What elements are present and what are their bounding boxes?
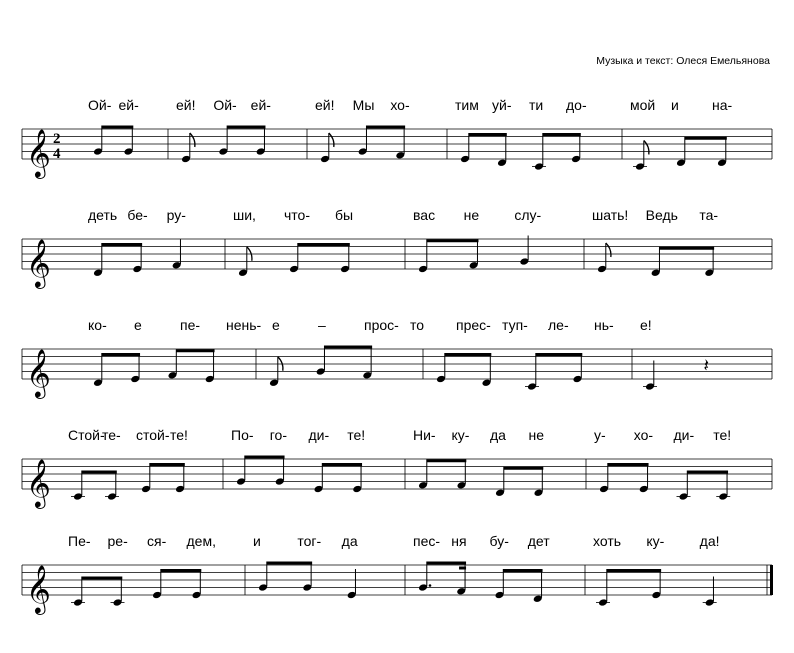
beam bbox=[102, 126, 134, 129]
staff-svg bbox=[0, 227, 794, 317]
beam bbox=[543, 133, 581, 136]
treble-clef-icon: 𝄞 bbox=[26, 564, 51, 613]
beam bbox=[161, 569, 202, 572]
lyric-syllable: прос- bbox=[364, 317, 399, 333]
lyric-syllable: е bbox=[134, 317, 142, 333]
staff-system bbox=[0, 207, 794, 327]
lyric-syllable: хо- bbox=[390, 97, 410, 113]
lyric-syllable: ле- bbox=[548, 317, 569, 333]
beam-sixteenth bbox=[459, 567, 466, 570]
quarter-rest: 𝄽 bbox=[703, 355, 710, 377]
lyric-syllable: то bbox=[410, 317, 425, 333]
treble-clef-icon: 𝄞 bbox=[26, 348, 51, 397]
beam bbox=[227, 126, 265, 129]
staff-system bbox=[0, 317, 794, 437]
lyric-syllable: ди- bbox=[308, 427, 330, 443]
beam bbox=[427, 239, 479, 242]
lyric-syllable: дет bbox=[527, 533, 550, 549]
staff-svg bbox=[0, 117, 794, 207]
beam bbox=[267, 562, 312, 565]
note-flag bbox=[190, 133, 195, 147]
beam bbox=[427, 562, 466, 565]
lyric-syllable: ей- bbox=[118, 97, 139, 113]
lyric-syllable: уй- bbox=[492, 97, 512, 113]
beam bbox=[687, 471, 728, 474]
lyric-syllable: у- bbox=[594, 427, 606, 443]
lyric-syllable: те! bbox=[713, 427, 732, 443]
lyric-syllable: хоть bbox=[593, 533, 622, 549]
beam bbox=[150, 463, 185, 466]
lyric-syllable: е! bbox=[640, 317, 652, 333]
lyric-syllable: Пе- bbox=[68, 533, 91, 549]
beam bbox=[427, 459, 467, 462]
note-flag bbox=[606, 243, 611, 257]
lyric-syllable: ти bbox=[529, 97, 544, 113]
lyric-syllable: хо- bbox=[633, 427, 654, 443]
lyric-syllable: ши, bbox=[233, 207, 256, 223]
lyric-syllable: и bbox=[671, 97, 679, 113]
lyric-syllable: Стой- bbox=[68, 427, 105, 443]
lyric-syllable: пес- bbox=[413, 533, 441, 549]
beam bbox=[82, 577, 123, 580]
beam bbox=[608, 463, 649, 466]
beam bbox=[607, 569, 661, 572]
lyric-syllable: ей! bbox=[176, 97, 196, 113]
lyric-syllable: мой bbox=[630, 97, 656, 113]
beam bbox=[102, 243, 142, 246]
lyric-syllable: Ой- bbox=[213, 97, 237, 113]
lyric-syllable: Ой- bbox=[88, 97, 112, 113]
lyric-syllable: да! bbox=[699, 533, 720, 549]
lyric-syllable: до- bbox=[566, 97, 587, 113]
beam bbox=[503, 569, 542, 572]
time-signature-numerator: 2 bbox=[53, 131, 61, 147]
beam bbox=[102, 353, 140, 356]
lyric-syllable: нь- bbox=[594, 317, 614, 333]
beam bbox=[82, 471, 117, 474]
lyric-syllable: вас bbox=[413, 207, 436, 223]
lyric-syllable: шать! bbox=[592, 207, 629, 223]
beam bbox=[322, 463, 362, 466]
beam bbox=[245, 456, 285, 459]
final-barline-thick bbox=[770, 565, 773, 595]
beam bbox=[366, 126, 405, 129]
lyric-syllable: те! bbox=[170, 427, 188, 443]
lyrics-line bbox=[0, 97, 794, 119]
lyric-syllable: ся- bbox=[147, 533, 167, 549]
lyric-syllable: – bbox=[318, 317, 326, 333]
beam bbox=[504, 467, 544, 470]
lyric-syllable: нень- bbox=[226, 317, 262, 333]
lyric-syllable: прес- bbox=[456, 317, 491, 333]
lyric-syllable: го- bbox=[269, 427, 287, 443]
treble-clef-icon: 𝄞 bbox=[26, 458, 51, 507]
note-flag bbox=[644, 141, 649, 155]
lyrics-line bbox=[0, 317, 794, 339]
time-signature-denominator: 4 bbox=[53, 146, 61, 162]
staff-system bbox=[0, 97, 794, 217]
lyric-syllable: бу- bbox=[489, 533, 509, 549]
beam bbox=[324, 346, 372, 349]
lyric-syllable: ей- bbox=[250, 97, 271, 113]
lyric-syllable: деть bbox=[88, 207, 118, 223]
lyric-syllable: ей! bbox=[315, 97, 335, 113]
lyric-syllable: слу- bbox=[514, 207, 542, 223]
beam bbox=[536, 353, 583, 356]
lyric-syllable: туп- bbox=[502, 317, 528, 333]
beam bbox=[445, 353, 492, 356]
lyric-syllable: е bbox=[272, 317, 280, 333]
composer-credit: Музыка и текст: Олеся Емельянова bbox=[596, 55, 770, 67]
lyric-syllable: ру- bbox=[166, 207, 186, 223]
staff-svg bbox=[0, 553, 794, 643]
lyric-syllable: ди- bbox=[673, 427, 695, 443]
lyric-syllable: ня bbox=[451, 533, 467, 549]
beam bbox=[659, 247, 714, 250]
note-flag bbox=[329, 133, 334, 147]
lyric-syllable: и bbox=[253, 533, 261, 549]
treble-clef-icon: 𝄞 bbox=[26, 128, 51, 177]
lyric-syllable: пе- bbox=[180, 317, 201, 333]
staff-system bbox=[0, 533, 794, 653]
staff-svg bbox=[0, 447, 794, 537]
staff-system bbox=[0, 427, 794, 547]
lyric-syllable: бе- bbox=[127, 207, 148, 223]
treble-clef-icon: 𝄞 bbox=[26, 238, 51, 287]
augmentation-dot bbox=[429, 584, 432, 587]
lyric-syllable: те- bbox=[102, 427, 121, 443]
beam bbox=[469, 133, 507, 136]
beam bbox=[176, 349, 214, 352]
lyric-syllable: ко- bbox=[88, 317, 107, 333]
lyric-syllable: ку- bbox=[451, 427, 470, 443]
lyrics-line bbox=[0, 207, 794, 229]
lyrics-line bbox=[0, 427, 794, 449]
lyric-syllable: ре- bbox=[107, 533, 128, 549]
lyric-syllable: тог- bbox=[297, 533, 322, 549]
lyric-syllable: стой- bbox=[136, 427, 170, 443]
lyric-syllable: Мы bbox=[352, 97, 375, 113]
beam bbox=[685, 137, 727, 140]
lyric-syllable: Ведь bbox=[645, 207, 678, 223]
lyric-syllable: Ни- bbox=[413, 427, 436, 443]
lyric-syllable: да bbox=[341, 533, 358, 549]
beam bbox=[298, 243, 350, 246]
lyric-syllable: что- bbox=[284, 207, 310, 223]
lyric-syllable: не bbox=[528, 427, 545, 443]
lyric-syllable: ку- bbox=[646, 533, 665, 549]
lyric-syllable: те! bbox=[347, 427, 366, 443]
lyrics-line bbox=[0, 533, 794, 555]
lyric-syllable: да bbox=[490, 427, 506, 443]
lyric-syllable: та- bbox=[699, 207, 719, 223]
lyric-syllable: не bbox=[463, 207, 480, 223]
lyric-syllable: По- bbox=[231, 427, 254, 443]
lyric-syllable: бы bbox=[335, 207, 354, 223]
lyric-syllable: тим bbox=[455, 97, 479, 113]
lyric-syllable: на- bbox=[712, 97, 733, 113]
lyric-syllable: дем, bbox=[186, 533, 216, 549]
staff-svg bbox=[0, 337, 794, 427]
